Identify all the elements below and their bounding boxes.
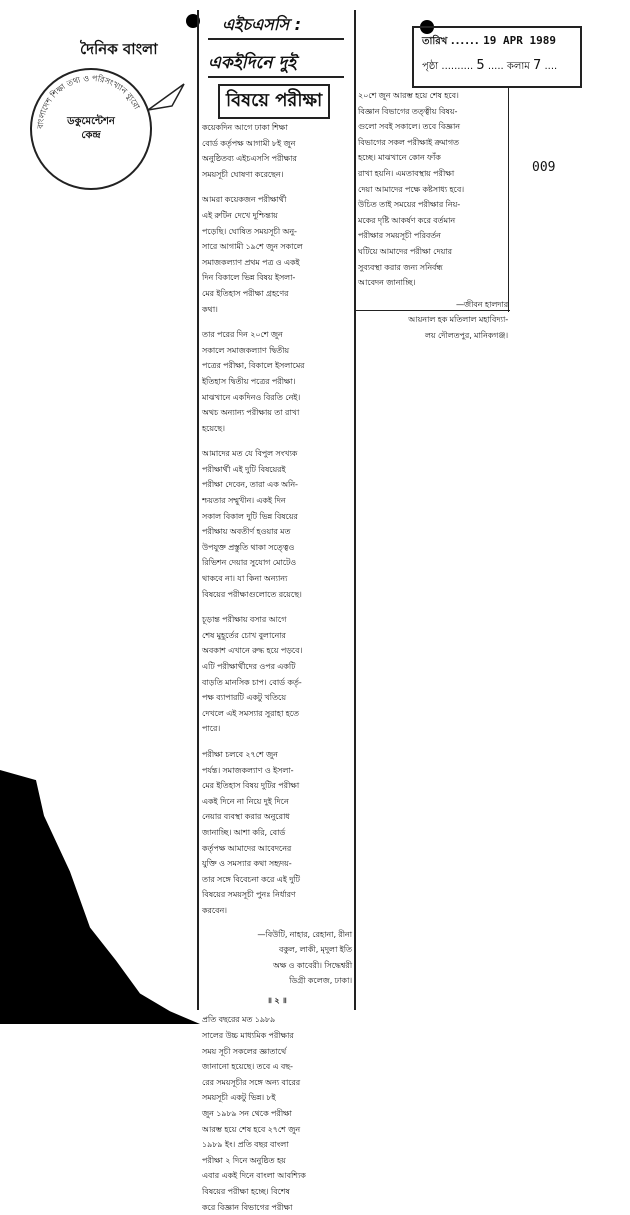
letter-number: ॥ ২ ॥ <box>267 994 287 1005</box>
paragraph: ২০শে জুন আরম্ভ হয়ে শেষ হবে। বিজ্ঞান বিভাগের তত্ত্বীয় বিষয়- গুলো সবই সকালে। তবে বিজ্ঞান বিভাগের সকল পরীক্ষাই ক্রমাগত হচ্ছে। মাঝখানে কোন ফাঁক রাখা হয়নি। এমতাবস্থায় পরীক্ষা দেয়া আমাদের পক্ষে কষ্টসাধ্য হবে। উচিত তাই সময়ের পরীক্ষার নিয়- মকের দৃষ্টি আকর্ষণ করে বর্তমান পরীক্ষার সময়সূচী পরিবর্তন ঘটিয়ে আমাদের পরীক্ষা দেয়ার সুব্যবস্থা করার জন্য সনির্বন্ধ আবেদন জানাচ্ছি। <box>358 90 464 288</box>
paragraph: তার পরের দিন ২০শে জুন সকালে সমাজকল্যাণ দ্বিতীয় পত্রের পরীক্ষা, বিকালে ইসলামের ইতিহাস দ্বিতীয় পত্রের পরীক্ষা। মাঝখানে একদিনও বিরতি নেই। অথচ অন্যান্য পরীক্ষায় তা রাখা হয়েছে। <box>202 329 305 433</box>
date-value: 19 APR 1989 <box>483 34 556 47</box>
page-label: পৃষ্ঠা <box>422 61 439 72</box>
headline-rule <box>208 76 344 78</box>
paragraph: পরীক্ষা চলবে ২৭শে জুন পর্যন্ত। সমাজকল্যাণ ও ইসলা- মের ইতিহাস বিষয় দুটির পরীক্ষা একই দিনে না নিয়ে দুই দিনে নেয়ার ব্যবস্থা করার অনুরোধ জানাচ্ছি। আশা করি, বোর্ড কর্তৃপক্ষ আমাদের আবেদনের যুক্তি ও সমস্যার কথা সহৃদয়- তার সঙ্গে বিবেচনা করে এই দুটি বিষয়ের সময়সূচী পুনঃ নির্ধারণ করবেন। <box>202 748 300 915</box>
paragraph: আমরা কয়েকজন পরীক্ষার্থী এই রুটিন দেখে দুশ্চিন্তায় পড়েছি। ঘোষিত সময়সূচী অনু- সারে আগামী ১৯শে জুন সকালে সমাজকল্যাণ প্রথম পত্র ও একই দিন বিকালে ভিন্ন বিষয় ইসলা- মের ইতিহাস পরীক্ষা গ্রহণের কথা। <box>202 194 303 314</box>
stamp-center-line1: ডকুমেন্টেশন <box>67 116 115 127</box>
stamp-ring-label: বাংলাদেশ শিক্ষা তথ্য ও পরিসংখ্যান ব্যুরো <box>35 73 142 130</box>
stamp-center-line2: কেন্দ্র <box>81 130 101 141</box>
article-left-rule <box>197 10 199 1010</box>
date-stamp: তারিখ ...... 19 APR 1989 পৃষ্ঠা .......... 5 ..... কলাম 7 .... <box>412 26 582 88</box>
column-value: 7 <box>533 58 542 73</box>
paragraph: প্রতি বছরের মত ১৯৮৯ সালের উচ্চ মাধ্যমিক পরীক্ষার সময় সূচী সকলের জ্ঞাতার্থে জানানো হয়েছে। তবে এ বছ- রের সময়সূচীর সঙ্গে অন্য বারের সময়সূচী একটু ভিন্ন। ৮ই জুন ১৯৮৯ সন থেকে পরীক্ষা আরম্ভ হয়ে শেষ হবে ২৭শে জুন ১৯৮৯ ইং। প্রতি বছর বাংলা পরীক্ষা ২ দিনে অনুষ্ঠিত হয় এবার একই দিনে বাংলা আবশ্যিক বিষয়ের পরীক্ষা হচ্ছে। বিশেষ করে বিজ্ঞান বিভাগের পরীক্ষা <box>202 1014 306 1212</box>
letter-signature: —বিউটি, নাহার, রেহানা, রীনা বকুল, লাকী, মৃদুলা ইতি অক্ষ ও কাবেরী। সিদ্ধেশ্বরী ডিগ্রী কলেজ, ঢাকা। <box>257 928 352 986</box>
headline-line2: বিষয়ে পরীক্ষা <box>218 84 330 119</box>
paragraph: আমাদের মত যে বিপুল সংখ্যক পরীক্ষার্থী এই দুটি বিষয়েরই পরীক্ষা দেবেন, তারা এক অনি- শ্চয়তার সম্মুখীন। একই দিন সকাল বিকাল দুটি ভিন্ন বিষয়ের পরীক্ষায় অবতীর্ণ হওয়ার মত উপযুক্ত প্রস্তুতি থাকা সত্ত্বেও রিভিশন দেয়ার সুযোগ মোটেও থাকবে না। যা কিনা অন্যান্য বিষয়ের পরীক্ষাগুলোতে রয়েছে। <box>202 448 302 599</box>
page-value: 5 <box>476 58 485 73</box>
headline-kicker: এইচএসসি : <box>222 15 301 34</box>
paragraph: কয়েকদিন আগে ঢাকা শিক্ষা বোর্ড কর্তৃপক্ষ আগামী ৮ই জুন অনুষ্ঠিতব্য এইচএসসি পরীক্ষার সময়সূচী ঘোষণা করেছেন। <box>202 122 297 179</box>
letter-signature: —জীবন হালদার আয়নাল হক মতিলাল মহাবিদ্যা- লয় দৌলতপুর, মানিকগঞ্জ। <box>408 298 508 340</box>
stamp-wedge-icon <box>146 80 186 120</box>
documentation-stamp <box>30 68 152 190</box>
column-2-bottom-rule <box>356 310 510 311</box>
headline-block <box>202 8 350 112</box>
torn-paper-edge <box>0 770 200 1024</box>
headline-rule <box>208 38 344 40</box>
paragraph: চূড়ান্ত পরীক্ষায় বসার আগে শেষ মুহূর্তের চোখ বুলানোর অবকাশ এখানে রুদ্ধ হয়ে পড়বে। এটি পরীক্ষার্থীদের ওপর একটি বাড়তি মানসিক চাপ। বোর্ড কর্তৃ- পক্ষ ব্যাপারটি একটু খতিয়ে দেখলে এই সমস্যার সুরাহা হতে পারে। <box>202 614 303 734</box>
newspaper-name: দৈনিক বাংলা <box>80 40 158 58</box>
column-label: কলাম <box>506 61 530 72</box>
article-column-rule <box>354 10 356 1010</box>
date-label: তারিখ <box>422 36 448 47</box>
file-number: 009 <box>532 160 556 175</box>
article-column-2 <box>358 88 508 344</box>
headline-line1: একইদিনে দুই <box>208 53 297 73</box>
column-2-right-rule <box>508 86 509 312</box>
article-column-1 <box>202 120 352 1215</box>
